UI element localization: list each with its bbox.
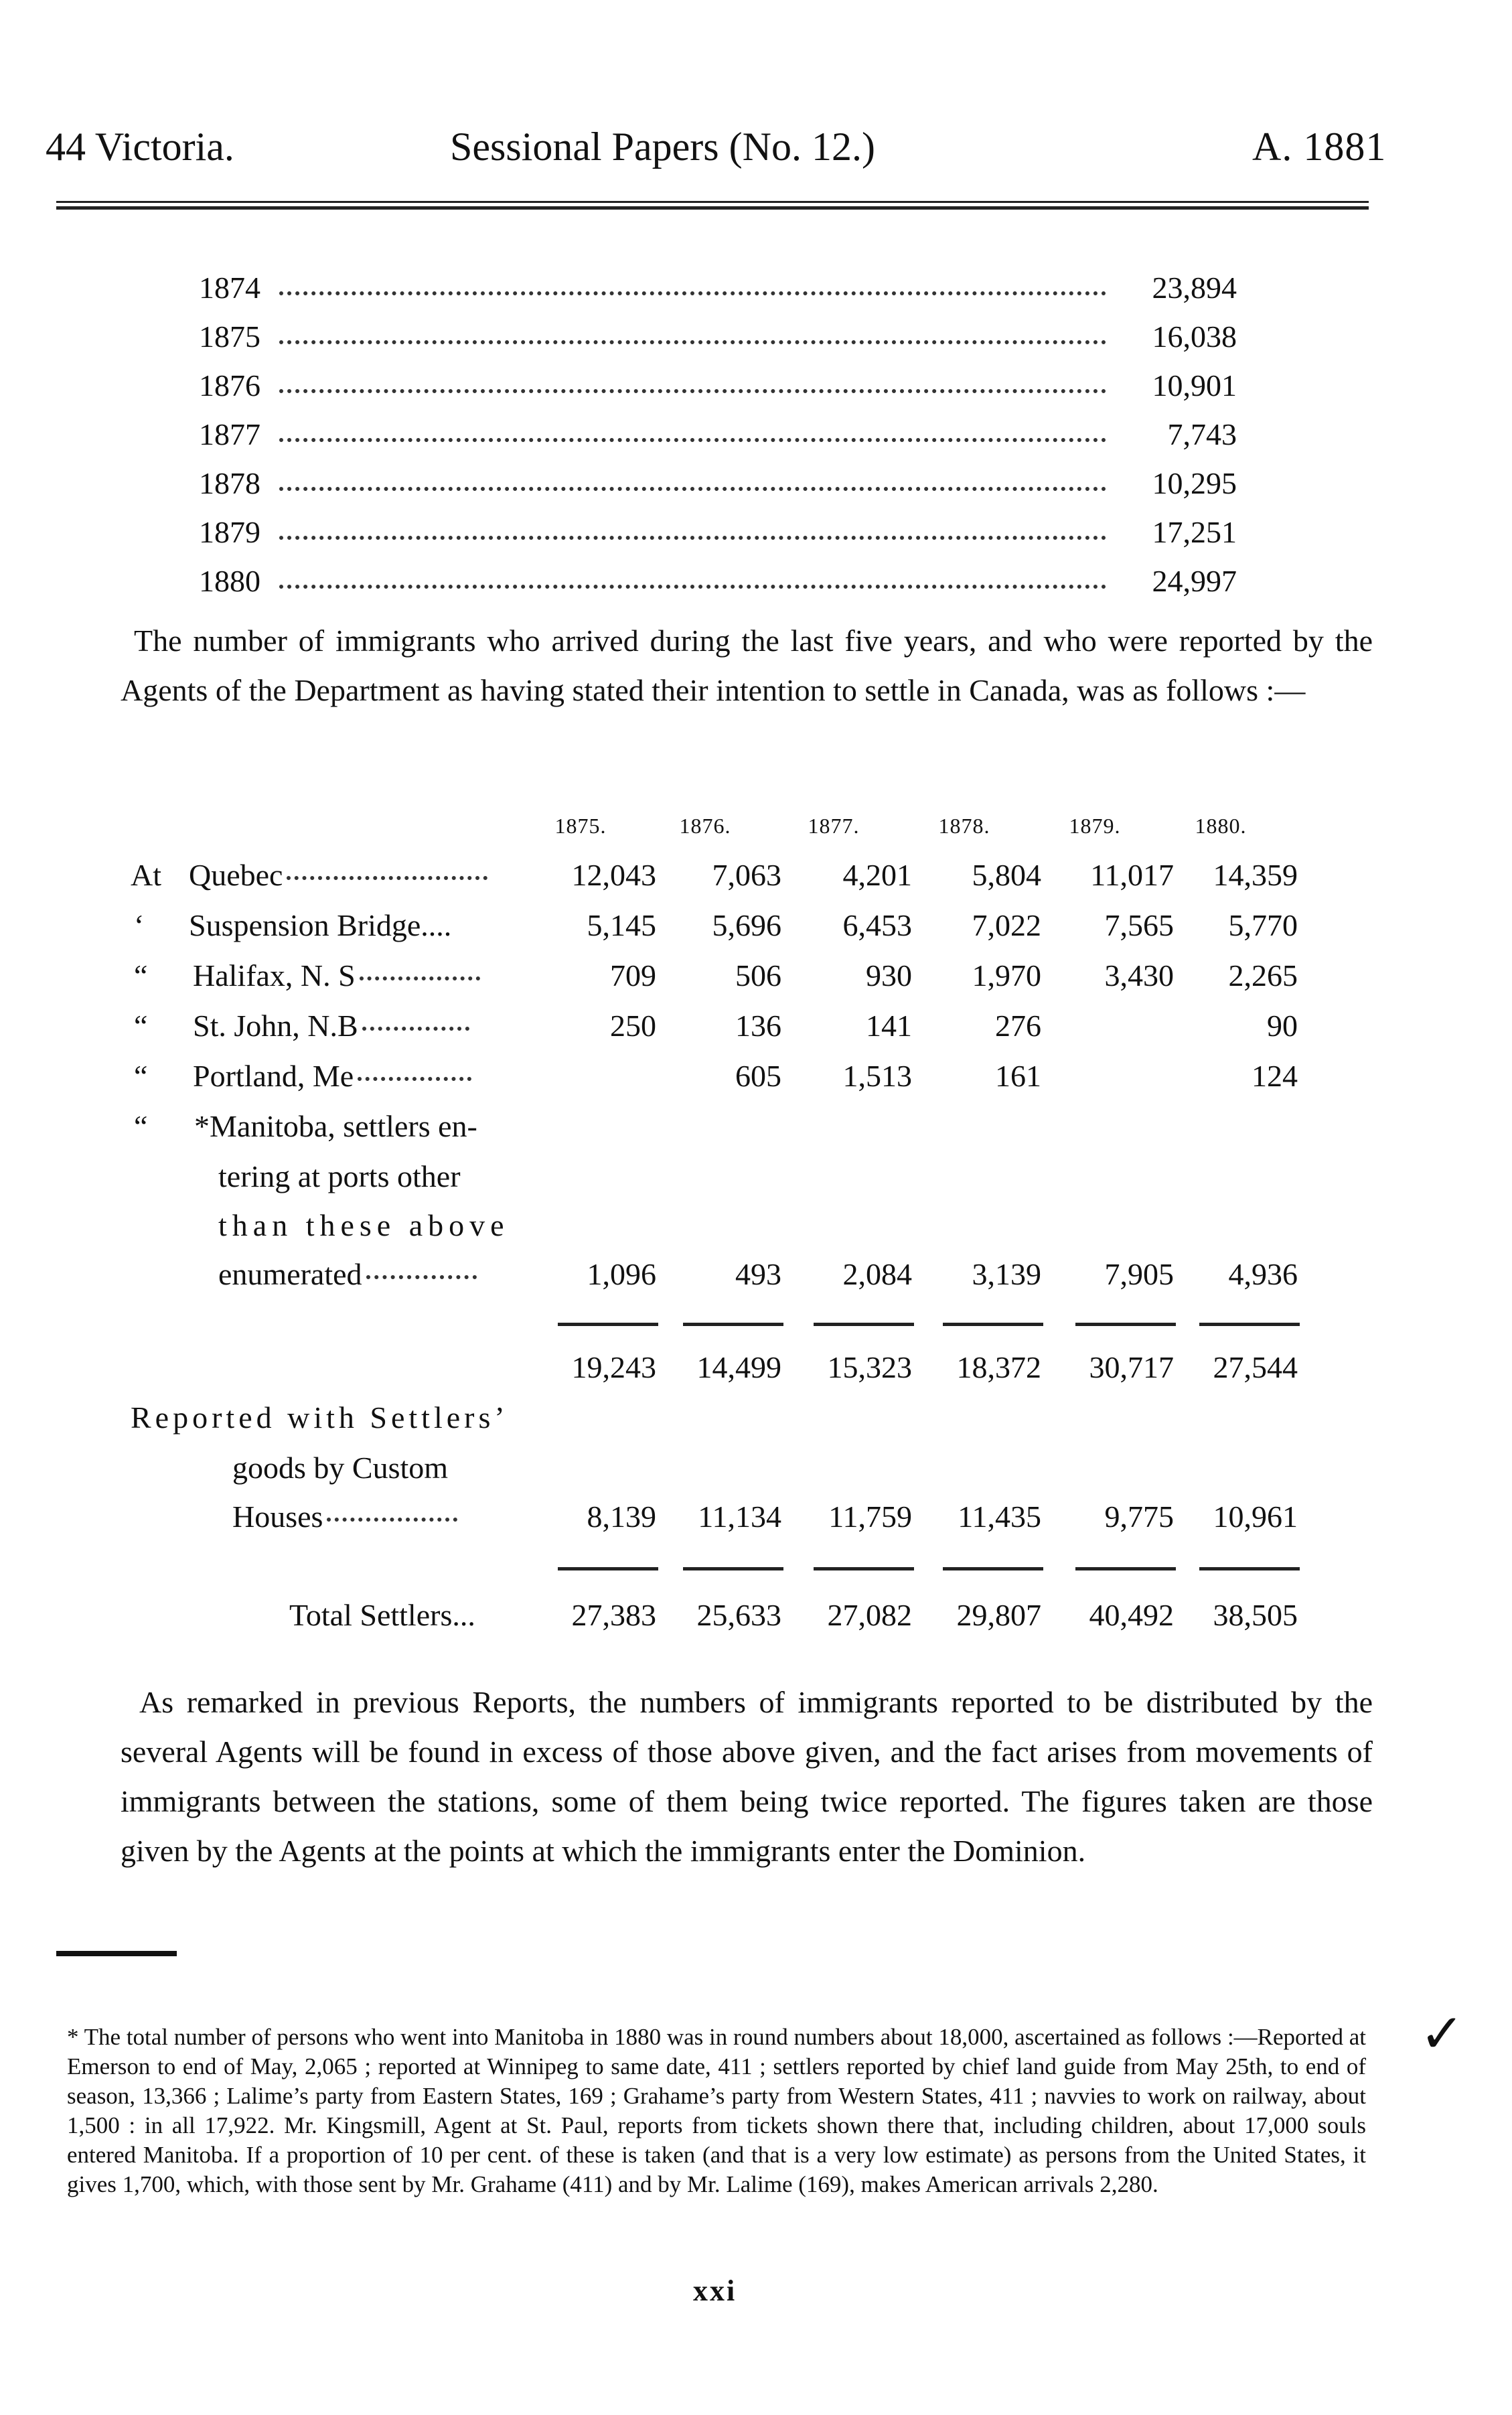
dot-leader	[279, 389, 1106, 393]
dot-leader	[279, 291, 1106, 295]
table-cell: 1,970	[972, 958, 1041, 993]
dot-leader	[358, 1077, 471, 1081]
table-cell: 5,804	[972, 858, 1041, 892]
row-prefix: “	[134, 1059, 148, 1093]
sum-rule	[1199, 1323, 1300, 1326]
section-rule	[56, 1951, 177, 1956]
column-header: 1875.	[554, 814, 607, 838]
row-label	[189, 857, 487, 893]
table-cell: 7,905	[1104, 1257, 1174, 1291]
year-label: 1875	[199, 319, 260, 354]
column-header: 1878.	[938, 814, 990, 838]
row-label-text: Halifax, N. S	[193, 958, 356, 993]
sum-rule	[558, 1323, 658, 1326]
total-cell: 40,492	[1089, 1598, 1174, 1632]
year-value: 10,901	[1152, 368, 1237, 402]
row-label-line: *Manitoba, settlers en-	[194, 1109, 477, 1143]
sum-rule	[943, 1323, 1043, 1326]
year-label: 1879	[199, 514, 260, 549]
row-label	[193, 1008, 469, 1043]
sum-rule	[814, 1323, 914, 1326]
dot-leader	[279, 487, 1106, 491]
subtotal-cell: 27,544	[1213, 1350, 1298, 1384]
row-label-text: enumerated	[218, 1257, 362, 1291]
dot-leader	[366, 1275, 477, 1279]
page-number: xxi	[693, 2274, 737, 2307]
year-value: 7,743	[1167, 417, 1237, 451]
row-label	[193, 958, 480, 993]
table-cell: 4,936	[1228, 1257, 1298, 1291]
subtotal-cell: 14,499	[696, 1350, 781, 1384]
subtotal-cell: 19,243	[571, 1350, 656, 1384]
table-cell: 2,084	[842, 1257, 912, 1291]
row-label-line: than these above	[218, 1208, 510, 1242]
customs-cell: 10,961	[1213, 1499, 1298, 1534]
sum-rule	[1075, 1323, 1176, 1326]
table-cell: 5,145	[587, 908, 656, 942]
row-label-line	[218, 1256, 477, 1292]
row-label-text: Portland, Me	[193, 1059, 354, 1093]
table-cell: 605	[735, 1059, 781, 1093]
customs-label-line	[232, 1499, 457, 1534]
year-row	[199, 362, 1237, 408]
table-cell: 90	[1267, 1009, 1298, 1043]
table-cell: 493	[735, 1257, 781, 1291]
customs-cell: 8,139	[587, 1499, 656, 1534]
header-rule	[56, 201, 1369, 203]
year-label: 1877	[199, 417, 260, 451]
total-cell: 27,082	[827, 1598, 912, 1632]
table-cell: 506	[735, 958, 781, 993]
table-cell: 12,043	[571, 858, 656, 892]
subtotal-cell: 30,717	[1089, 1350, 1174, 1384]
column-header: 1877.	[808, 814, 860, 838]
column-header: 1879.	[1069, 814, 1121, 838]
table-cell: 7,565	[1104, 908, 1174, 942]
row-label-text: Houses	[232, 1499, 323, 1534]
year-row	[199, 509, 1237, 555]
header-title: Sessional Papers (No. 12.)	[450, 125, 875, 169]
year-label: 1876	[199, 368, 260, 402]
year-row	[199, 460, 1237, 506]
table-cell: 14,359	[1213, 858, 1298, 892]
column-header: 1880.	[1195, 814, 1247, 838]
table-cell: 7,063	[712, 858, 781, 892]
table-cell: 3,430	[1104, 958, 1174, 993]
table-cell: 4,201	[842, 858, 912, 892]
header-year: A. 1881	[1252, 125, 1387, 169]
table-cell: 709	[610, 958, 656, 993]
row-label	[193, 1058, 471, 1094]
footnote: * The total number of persons who went into Manitoba in 1880 was in round numbers about 18,000, ascertained as follows :—Reported at Emerson to end of May, 2,065 ; reported at Winnipeg to same date, 411 ; settlers reported by chief land guide from May 25th, to end of season, 13,366 ; Lalime’s party from Eastern States, 169 ; Grahame’s party from Western States, 411 ; navvies to work on railway, about 1,500 : in all 17,922. Mr. Kingsmill, Agent at St. Paul, reports from tickets shown there that, including children, about 17,000 souls entered Manitoba. If a proportion of 10 per cent. of these is taken (and that is a very low estimate) as persons from the United States, it gives 1,700, which, with those sent by Mr. Grahame (411) and by Mr. Lalime (169), makes American arrivals 2,280.	[67, 2024, 1366, 2197]
dot-leader	[279, 536, 1106, 540]
dot-leader	[287, 876, 487, 880]
table-cell: 5,696	[712, 908, 781, 942]
sum-rule	[683, 1567, 783, 1570]
customs-cell: 11,435	[958, 1499, 1041, 1534]
row-prefix: “	[134, 1009, 148, 1043]
row-prefix: At	[131, 858, 161, 892]
header-session: 44 Victoria.	[46, 125, 234, 169]
row-prefix: “	[134, 958, 148, 993]
intro-paragraph: The number of immigrants who arrived during the last five years, and who were reported by the Agents of the Department as having stated their intention to settle in Canada, was as follows :—	[121, 624, 1373, 707]
header-rule-thick	[56, 206, 1369, 210]
sum-rule	[1199, 1567, 1300, 1570]
total-cell: 38,505	[1213, 1598, 1298, 1632]
customs-cell: 9,775	[1104, 1499, 1174, 1534]
column-header: 1876.	[679, 814, 731, 838]
year-value: 17,251	[1152, 514, 1237, 549]
table-cell: 3,139	[972, 1257, 1041, 1291]
row-label-text: St. John, N.B	[193, 1009, 358, 1043]
sum-rule	[943, 1567, 1043, 1570]
dot-leader	[360, 976, 480, 980]
table-cell: 11,017	[1090, 858, 1174, 892]
year-row	[199, 558, 1237, 603]
sum-rule	[558, 1567, 658, 1570]
dot-leader	[279, 585, 1106, 589]
dot-leader	[362, 1027, 469, 1031]
customs-cell: 11,134	[698, 1499, 781, 1534]
table-cell: 161	[995, 1059, 1041, 1093]
checkmark-icon: ✓	[1420, 2002, 1465, 2065]
table-cell: 6,453	[842, 908, 912, 942]
table-cell: 250	[610, 1009, 656, 1043]
year-value: 10,295	[1152, 465, 1237, 500]
row-label-text: Quebec	[189, 858, 283, 892]
year-label: 1880	[199, 563, 260, 598]
sum-rule	[814, 1567, 914, 1570]
year-row	[199, 313, 1237, 359]
table-cell: 5,770	[1228, 908, 1298, 942]
year-value: 16,038	[1152, 319, 1237, 354]
table-cell: 1,513	[842, 1059, 912, 1093]
table-cell: 124	[1252, 1059, 1298, 1093]
table-cell: 1,096	[587, 1257, 656, 1291]
row-prefix: “	[134, 1109, 148, 1143]
dot-leader	[279, 438, 1106, 442]
sum-rule	[683, 1323, 783, 1326]
table-cell: 930	[866, 958, 912, 993]
subtotal-cell: 18,372	[956, 1350, 1041, 1384]
table-cell: 136	[735, 1009, 781, 1043]
total-label: Total Settlers...	[289, 1598, 475, 1632]
row-label: Suspension Bridge....	[189, 908, 452, 942]
customs-label-line: Reported with Settlers’	[131, 1400, 509, 1435]
sum-rule	[1075, 1567, 1176, 1570]
total-cell: 29,807	[956, 1598, 1041, 1632]
year-label: 1878	[199, 465, 260, 500]
row-prefix: ‘	[134, 908, 145, 942]
total-cell: 27,383	[571, 1598, 656, 1632]
table-cell: 276	[995, 1009, 1041, 1043]
dot-leader	[327, 1518, 457, 1522]
year-row	[199, 411, 1237, 457]
subtotal-cell: 15,323	[827, 1350, 912, 1384]
customs-cell: 11,759	[828, 1499, 912, 1534]
table-cell: 2,265	[1228, 958, 1298, 993]
year-value: 23,894	[1152, 270, 1237, 305]
table-cell: 7,022	[972, 908, 1041, 942]
total-cell: 25,633	[696, 1598, 781, 1632]
row-label-line: tering at ports other	[218, 1159, 461, 1193]
year-row	[199, 265, 1237, 310]
closing-paragraph: As remarked in previous Reports, the numbers of immigrants reported to be distributed by the several Agents will be found in excess of those above given, and the fact arises from movements of immigrants between the stations, some of them being twice reported. The figures taken are those given by the Agents at the points at which the immigrants enter the Dominion.	[121, 1685, 1373, 1868]
year-value: 24,997	[1152, 563, 1237, 598]
table-cell: 141	[866, 1009, 912, 1043]
dot-leader	[279, 340, 1106, 344]
year-label: 1874	[199, 270, 260, 305]
customs-label-line: goods by Custom	[232, 1451, 449, 1485]
